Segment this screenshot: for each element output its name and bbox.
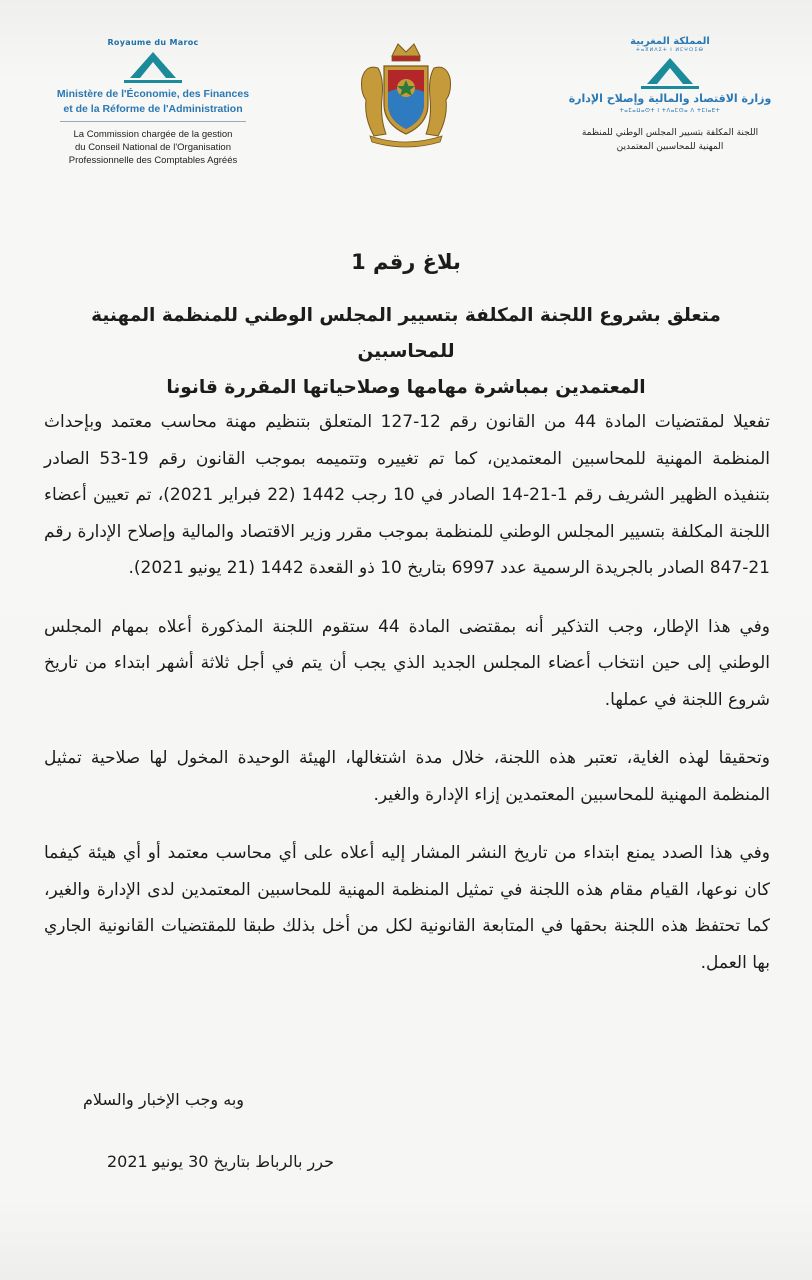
communique-title: بلاغ رقم 1: [351, 250, 461, 274]
country-name-fr: Royaume du Maroc: [107, 38, 199, 47]
body-paragraph: وفي هذا الإطار، وجب التذكير أنه بمقتضى المادة 44 ستقوم اللجنة المذكورة أعلاه بمهام المجلس الوطني إلى حين انتخاب أعضاء المجلس الجديد الذي يجب أن يتم في أجل ثلاثة أشهر ابتداء من تاريخ شروع اللجنة في عملها.: [44, 616, 770, 710]
country-name-ar: المملكة المغربية: [630, 36, 710, 47]
communique-subject: [40, 298, 772, 406]
commission-name-fr-line3: Professionnelle des Comptables Agréés: [68, 155, 238, 166]
commission-name-ar-line1: اللجنة المكلفة بتسيير المجلس الوطني للمنظمة: [581, 128, 759, 138]
subject-line-2: المعتمدين بمباشرة مهامها وصلاحياتها المقررة قانونا: [166, 377, 646, 398]
header-right-arabic: [560, 36, 780, 154]
commission-name-ar-line2: المهنية للمحاسبين المعتمدين: [616, 142, 724, 152]
ministry-name-tifinagh: ⵜⴰⵎⴰⵡⴰⵙⵜ ⵏ ⵜⴷⴰⵎⵙⴰ ⴷ ⵜⵎⵏⴰⴹⵜ: [619, 108, 721, 114]
ministry-name-fr-line2: et de la Réforme de l'Administration: [63, 103, 243, 115]
ministry-triangle-logo-icon: [118, 50, 188, 86]
closing-salutation: وبه وجب الإخبار والسلام: [82, 1090, 244, 1109]
header-divider: [60, 121, 246, 122]
ministry-name-ar: وزارة الاقتصاد والمالية وإصلاح الإدارة: [568, 92, 772, 105]
ministry-name-fr-line1: Ministère de l'Économie, des Finances: [56, 88, 250, 100]
moroccan-coat-of-arms-icon: [352, 38, 460, 150]
ministry-triangle-logo-icon: [635, 56, 705, 90]
communique-body: [44, 404, 770, 1003]
body-paragraph: تفعيلا لمقتضيات المادة 44 من القانون رقم 12-127 المتعلق بتنظيم مهنة محاسب معتمد وبإحداث المنظمة المهنية للمحاسبين المعتمدين، كما تم تغييره وتتميمه بموجب القانون رقم 19-53 الصادر بتنفيذه الظهير الشريف رقم 1-21-14 الصادر في 10 رجب 1442 (22 فبراير 2021)، تم تعيين أعضاء اللجنة المكلفة بتسيير المجلس الوطني للمنظمة بموجب مقرر وزير الاقتصاد والمالية وإصلاح الإدارة رقم 21-847 الصادر بالجريدة الرسمية عدد 6997 بتاريخ 10 ذو القعدة 1442 (21 يونيو 2021).: [44, 412, 770, 578]
place-and-date: حرر بالرباط بتاريخ 30 يونيو 2021: [106, 1152, 334, 1171]
country-name-tifinagh: ⵜⴰⴳⵍⴷⵉⵜ ⵏ ⵍⵎⵖⵔⵉⴱ: [636, 47, 704, 53]
body-paragraph: وتحقيقا لهذه الغاية، تعتبر هذه اللجنة، خلال مدة اشتغالها، الهيئة الوحيدة المخول لها صلاحية تمثيل المنظمة المهنية للمحاسبين المعتمدين إزاء الإدارة والغير.: [44, 748, 770, 805]
commission-name-fr-line1: La Commission chargée de la gestion: [73, 129, 233, 140]
header-left-french: [48, 38, 258, 167]
commission-name-fr-line2: du Conseil National de l'Organisation: [74, 142, 232, 153]
body-paragraph: وفي هذا الصدد يمنع ابتداء من تاريخ النشر المشار إليه أعلاه على أي محاسب معتمد أو أي هيئة كيفما كان نوعها، القيام مقام هذه اللجنة في تمثيل المنظمة المهنية للمحاسبين المعتمدين لدى الإدارة والغير، كما تحتفظ هذه اللجنة بحقها في المتابعة القانونية لكل من أخل بذلك طبقا للمقتضيات القانونية الجاري بها العمل.: [44, 843, 770, 973]
subject-line-1: متعلق بشروع اللجنة المكلفة بتسيير المجلس الوطني للمنظمة المهنية للمحاسبين: [91, 305, 721, 362]
